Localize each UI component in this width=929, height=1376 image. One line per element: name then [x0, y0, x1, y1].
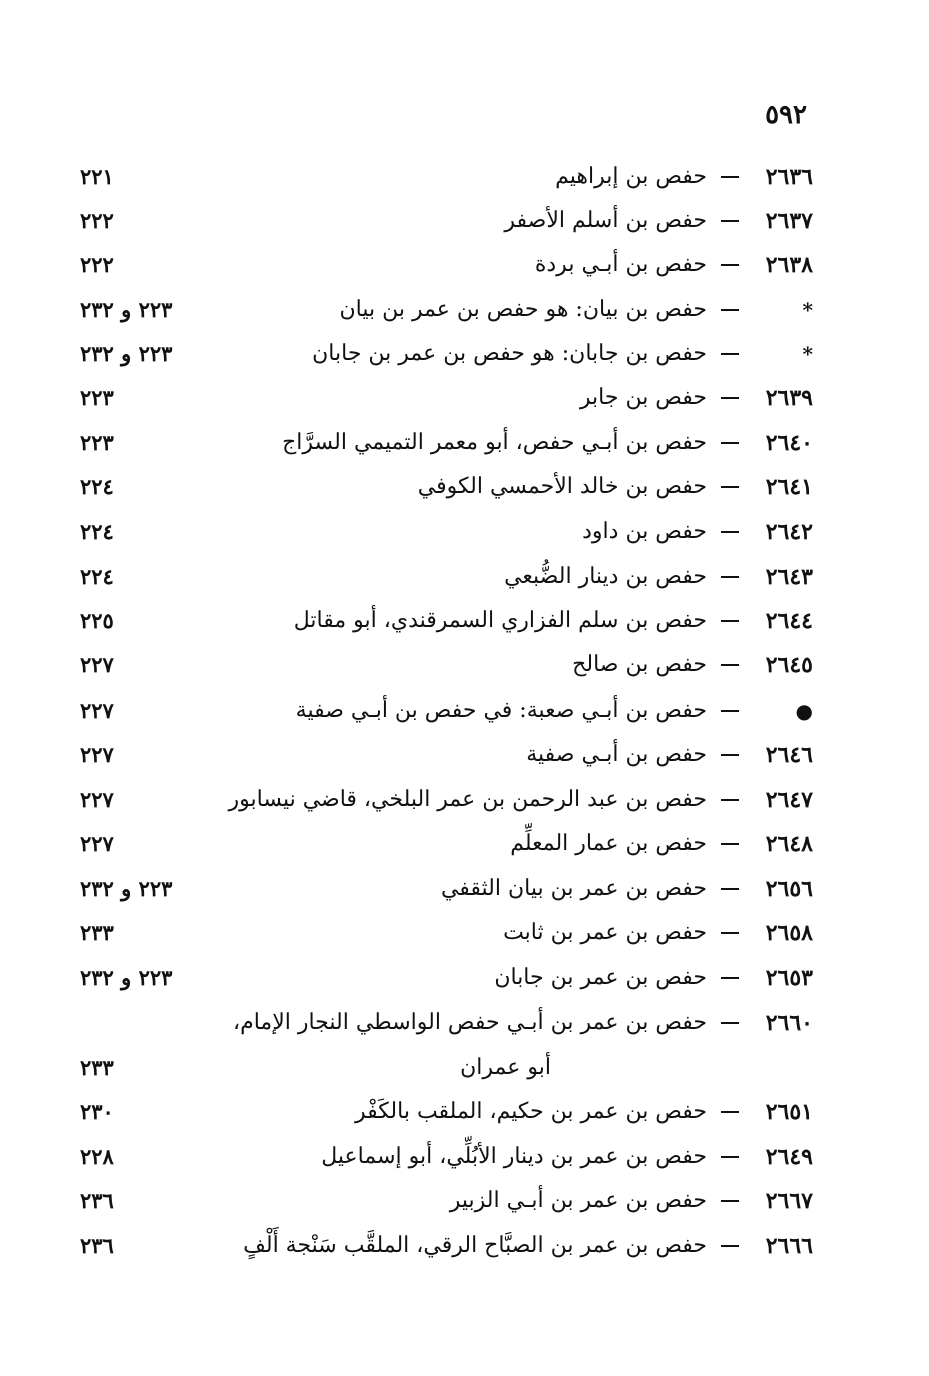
entry-name: حفص بن صالح	[572, 652, 707, 677]
entry-number: ٢٦٥٣	[765, 965, 813, 991]
index-entry	[80, 515, 813, 549]
entry-dash	[721, 843, 739, 845]
index-entry	[80, 961, 813, 995]
entry-name: حفص بن عمر بن الصبَّاح الرقي، الملقَّب سَنْجة أَلْفٍ	[243, 1233, 707, 1258]
entry-name: حفص بن إبراهيم	[555, 164, 707, 189]
entry-number: ٢٦٣٦	[765, 164, 813, 190]
index-entry	[80, 1229, 813, 1263]
entry-dash	[721, 486, 739, 488]
entry-name: حفص بن جابر	[579, 385, 707, 410]
entry-dash	[721, 1200, 739, 1202]
entry-name: حفص بن أسلم الأصفر	[504, 208, 707, 233]
index-entry	[80, 426, 813, 460]
entry-dash	[721, 353, 739, 355]
entry-page-ref: ٢٢٧	[80, 652, 114, 677]
entry-number: ٢٦٣٧	[765, 208, 813, 234]
index-entry	[80, 916, 813, 950]
entry-page-ref: ٢٢٢	[80, 208, 114, 233]
entry-name: حفص بن عمر بن حكيم، الملقب بالكَفْر	[355, 1099, 707, 1124]
index-entry	[80, 648, 813, 682]
entry-dash	[721, 442, 739, 444]
entry-page-ref: ٢٢٣	[80, 430, 114, 455]
entry-name: حفص بن جابان: هو حفص بن عمر بن جابان	[312, 341, 707, 366]
index-entry	[80, 694, 813, 728]
entry-name: حفص بن أبـي حفص، أبو معمر التميمي السرَّاج	[282, 430, 707, 455]
entry-number: ٢٦٦٠	[765, 1010, 813, 1036]
entry-page-ref: ٢٣٦	[80, 1188, 114, 1213]
entry-page-ref: ٢٢٧	[80, 742, 114, 767]
entry-dash	[721, 576, 739, 578]
entry-dash	[721, 264, 739, 266]
entry-name: حفص بن عبد الرحمن بن عمر البلخي، قاضي نيسابور	[228, 787, 707, 812]
index-entry-continuation	[80, 1051, 813, 1085]
index-entry	[80, 783, 813, 817]
entry-page-ref: ٢٣٣	[80, 920, 114, 945]
entry-page-ref: ٢٢٧	[80, 831, 114, 856]
entry-name: حفص بن أبـي بردة	[534, 252, 707, 277]
entry-dash	[721, 220, 739, 222]
entry-page-ref: ٢٢٥	[80, 608, 114, 633]
bullet-marker: ●	[795, 699, 813, 723]
entry-number: ٢٦٤٣	[765, 564, 813, 590]
entry-page-ref: ٢٣٦	[80, 1233, 114, 1258]
entry-page-ref: ٢٢٧	[80, 787, 114, 812]
entry-number: ٢٦٥٨	[765, 920, 813, 946]
entry-page-ref: ٢٢١	[80, 164, 114, 189]
entry-name: حفص بن سلم الفزاري السمرقندي، أبو مقاتل	[293, 608, 707, 633]
entry-dash	[721, 1111, 739, 1113]
entry-dash	[721, 1245, 739, 1247]
entry-number: ٢٦٦٧	[765, 1188, 813, 1214]
entry-number: ٢٦٣٨	[765, 252, 813, 278]
asterisk-marker: *	[802, 342, 813, 366]
entry-dash	[721, 1156, 739, 1158]
entry-number: ٢٦٣٩	[765, 385, 813, 411]
index-entry	[80, 872, 813, 906]
index-entry	[80, 827, 813, 861]
entry-page-ref: ٢٢٢	[80, 252, 114, 277]
entry-number: ٢٦٤٥	[765, 652, 813, 678]
entry-dash	[721, 888, 739, 890]
index-entry	[80, 560, 813, 594]
page-number: ٥٩٢	[765, 100, 807, 130]
entry-name-continuation: أبو عمران	[460, 1055, 551, 1080]
entry-page-ref: ٢٢٣ و ٢٣٢	[80, 965, 173, 990]
entry-page-ref: ٢٢٧	[80, 698, 114, 723]
entry-name: حفص بن عمر بن بيان الثقفي	[440, 876, 707, 901]
entry-number: ٢٦٦٦	[765, 1233, 813, 1259]
entry-number: ٢٦٥٦	[765, 876, 813, 902]
entry-dash	[721, 754, 739, 756]
entry-name: حفص بن داود	[582, 519, 707, 544]
entry-dash	[721, 664, 739, 666]
entry-number: ٢٦٤٠	[765, 430, 813, 456]
entry-number: ٢٦٤٧	[765, 787, 813, 813]
entry-name: حفص بن دينار الضُّبعي	[504, 564, 707, 589]
index-entry	[80, 470, 813, 504]
entry-name: حفص بن أبـي صفية	[526, 742, 707, 767]
entry-dash	[721, 176, 739, 178]
entry-page-ref: ٢٢٣ و ٢٣٢	[80, 341, 173, 366]
index-entry	[80, 337, 813, 371]
asterisk-marker: *	[802, 298, 813, 322]
entry-number: ٢٦٤٨	[765, 831, 813, 857]
entry-number: ٢٦٥١	[765, 1099, 813, 1125]
index-entry	[80, 381, 813, 415]
entry-name: حفص بن عمر بن ثابت	[503, 920, 707, 945]
entry-number: ٢٦٤٦	[765, 742, 813, 768]
entry-name: حفص بن بيان: هو حفص بن عمر بن بيان	[339, 297, 707, 322]
index-entry	[80, 1140, 813, 1174]
entry-page-ref: ٢٢٣ و ٢٣٢	[80, 297, 173, 322]
entry-name: حفص بن عمر بن جابان	[494, 965, 707, 990]
entry-dash	[721, 710, 739, 712]
index-entry	[80, 1095, 813, 1129]
entry-page-ref: ٢٢٤	[80, 474, 114, 499]
index-entry	[80, 248, 813, 282]
entry-name: حفص بن عمر بن أبـي الزبير	[449, 1188, 707, 1213]
entry-page-ref: ٢٣٣	[80, 1055, 114, 1080]
index-entry	[80, 160, 813, 194]
index-entry	[80, 1184, 813, 1218]
entry-number: ٢٦٤٢	[765, 519, 813, 545]
entry-dash	[721, 977, 739, 979]
entry-page-ref: ٢٢٤	[80, 519, 114, 544]
entry-name: حفص بن عمر بن دينار الأبُلِّي، أبو إسماعيل	[321, 1144, 707, 1169]
entry-name: حفص بن عمر بن أبـي حفص الواسطي النجار الإمام،	[232, 1010, 707, 1035]
entry-number: ٢٦٤٩	[765, 1144, 813, 1170]
entry-dash	[721, 932, 739, 934]
entry-name: حفص بن عمار المعلِّم	[510, 831, 707, 856]
index-entry	[80, 1006, 813, 1040]
entry-name: حفص بن أبـي صعبة: في حفص بن أبـي صفية	[295, 698, 707, 723]
entry-page-ref: ٢٢٣ و ٢٣٢	[80, 876, 173, 901]
index-entry	[80, 204, 813, 238]
entry-dash	[721, 397, 739, 399]
entry-number: ٢٦٤١	[765, 474, 813, 500]
entry-dash	[721, 1022, 739, 1024]
entry-dash	[721, 620, 739, 622]
entry-number: ٢٦٤٤	[765, 608, 813, 634]
entry-dash	[721, 531, 739, 533]
entry-page-ref: ٢٢٣	[80, 385, 114, 410]
entry-page-ref: ٢٢٨	[80, 1144, 114, 1169]
entry-page-ref: ٢٣٠	[80, 1099, 114, 1124]
entry-dash	[721, 799, 739, 801]
index-entry	[80, 604, 813, 638]
entry-page-ref: ٢٢٤	[80, 564, 114, 589]
index-entry	[80, 293, 813, 327]
entry-dash	[721, 309, 739, 311]
index-entry	[80, 738, 813, 772]
entry-name: حفص بن خالد الأحمسي الكوفي	[417, 474, 707, 499]
